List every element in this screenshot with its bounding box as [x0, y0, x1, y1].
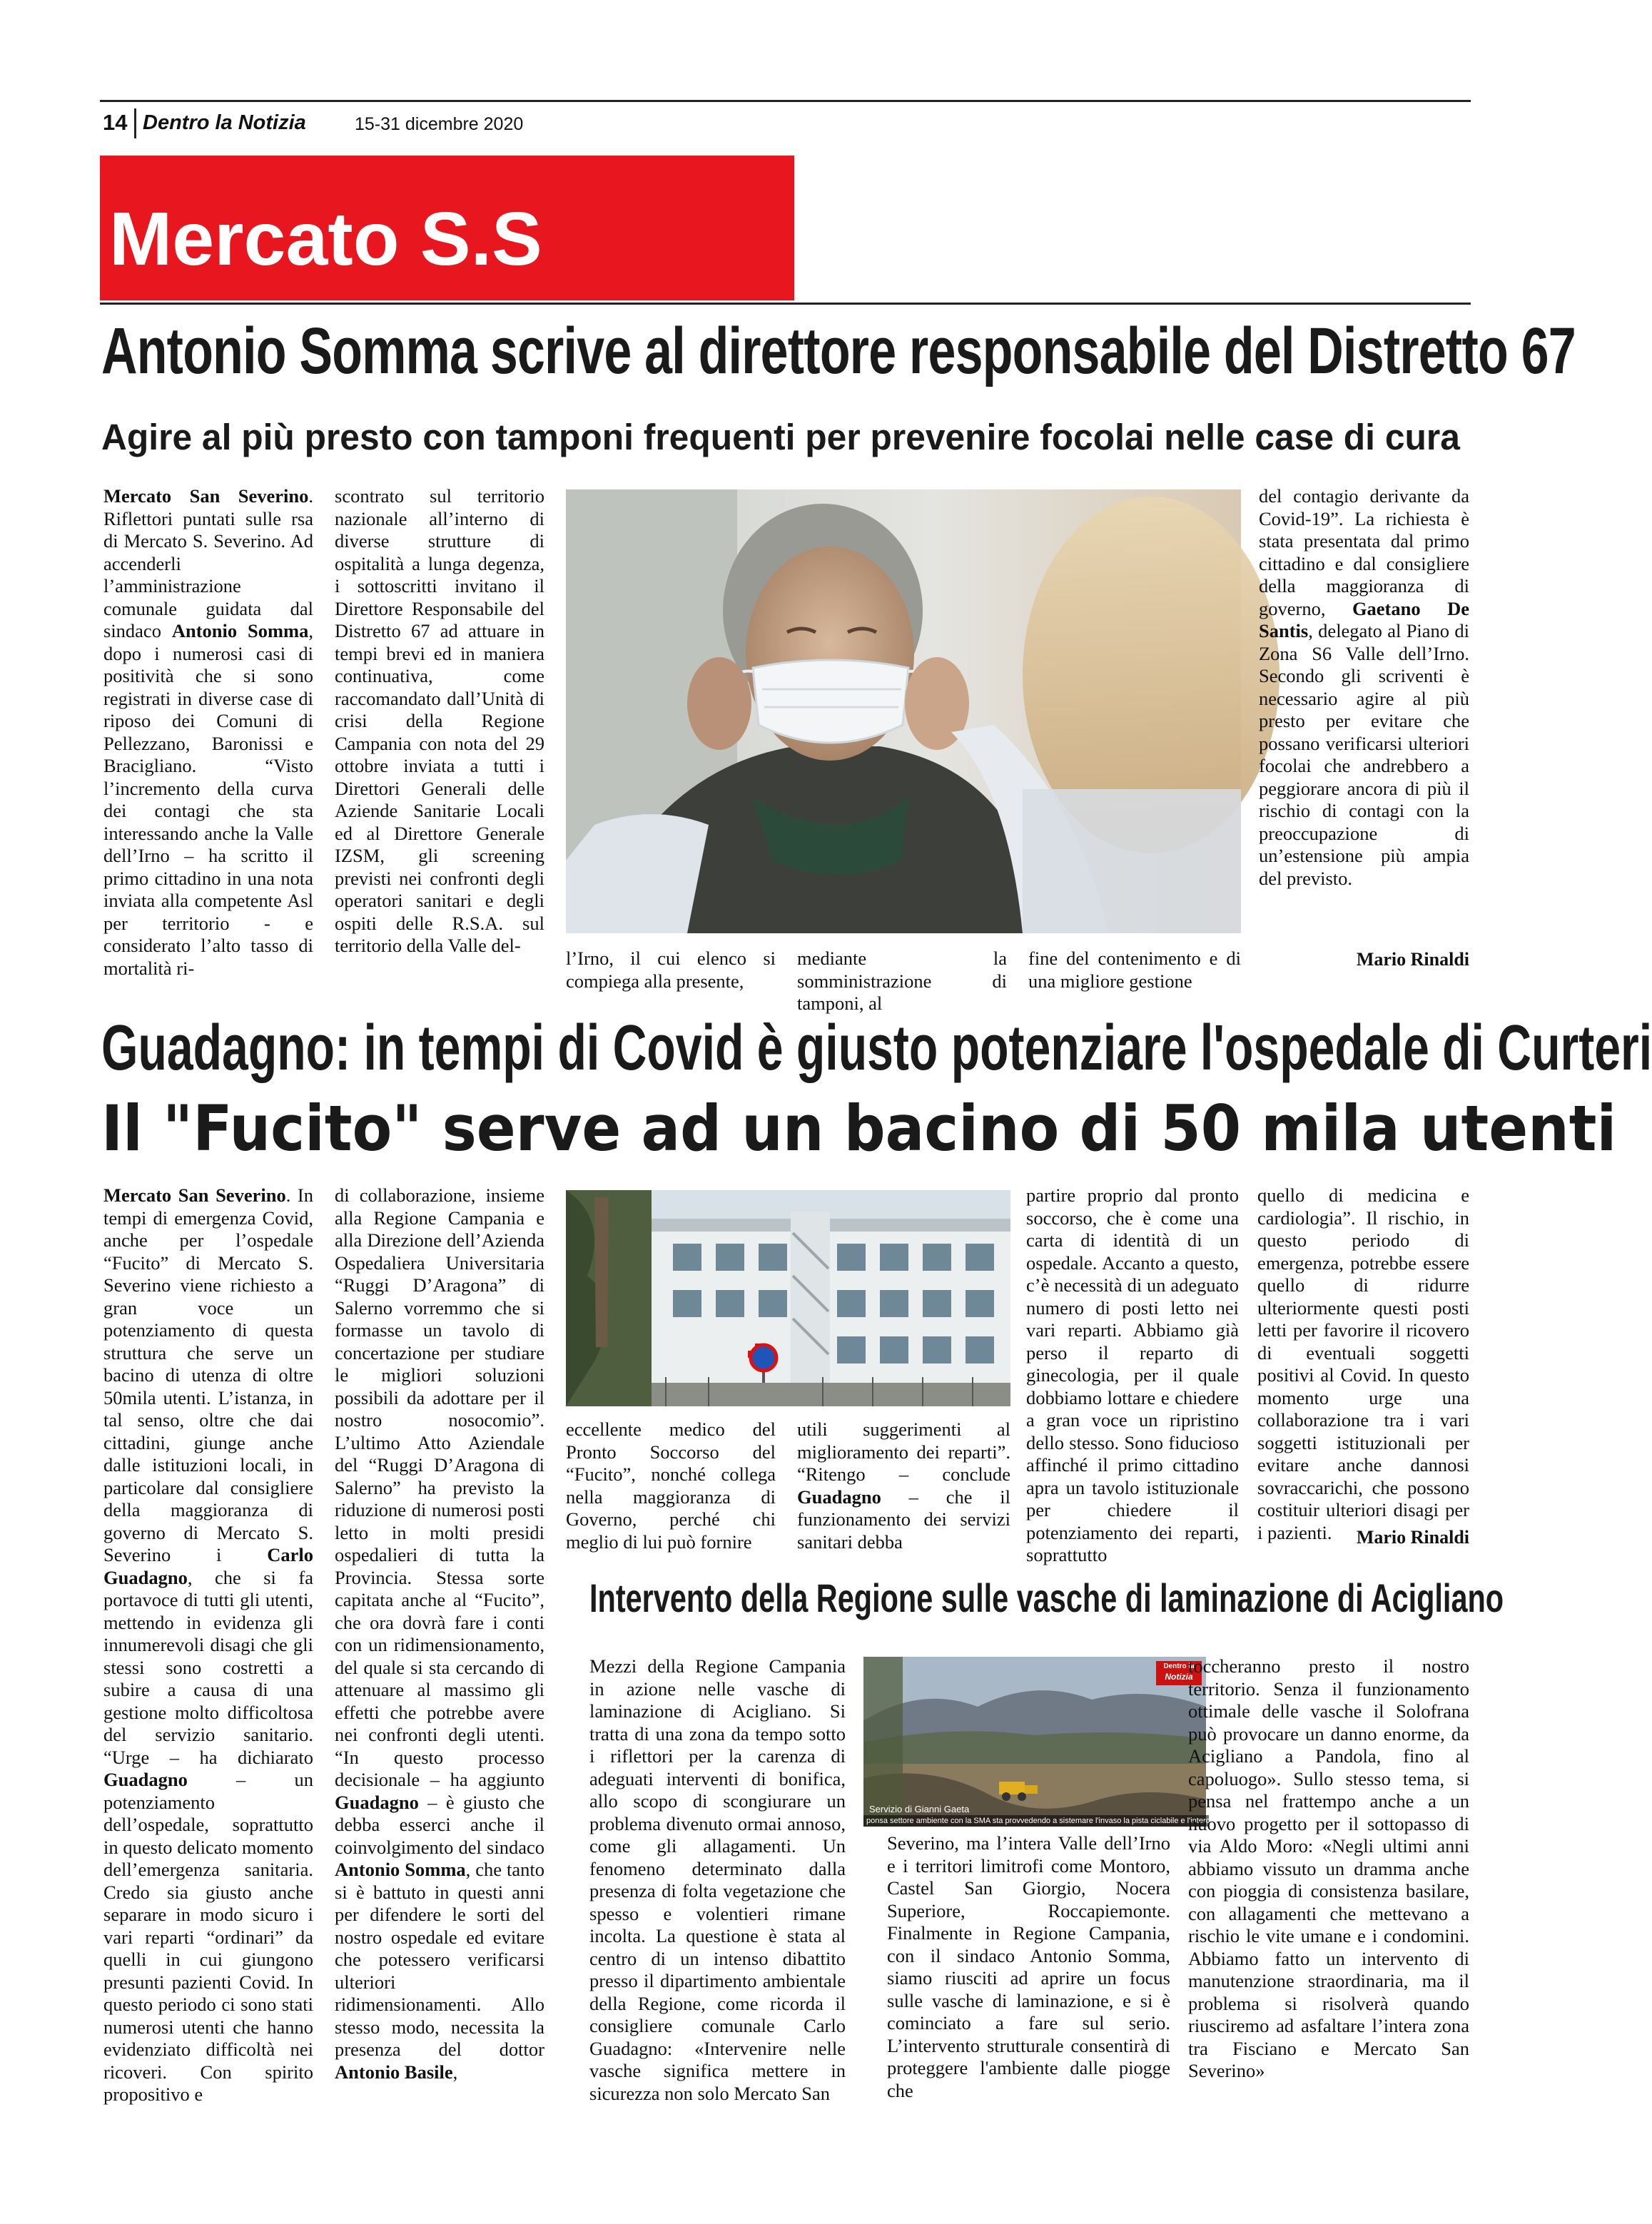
article2-column-5: partire proprio dal pronto soccorso, che è come una carta di identità di un ospedale. Accanto a questo, c’è necessità di un adeguato numero di posti letto nei vari reparti. Abbiamo già perso il reparto di ginecologia, per il quale dobbiamo lottare e chiedere a gran voce un ripristino dello stesso. Sono fiducioso affinché il primo cittadino apra un tavolo istituzionale per chiedere il potenziamento dei reparti, soprattutto [1026, 1184, 1239, 1565]
article2-photo [566, 1190, 1010, 1406]
article1-column-5: fine del contenimento e di una migliore gestione [1028, 948, 1241, 992]
photo-caption-text: ponsa settore ambiente con la SMA sta provvedendo a sistemare l'invaso la pista ciclabile e l'intero versante [863, 1815, 1209, 1827]
photo-logo-bottom: Notizia [1165, 1672, 1193, 1682]
article1-photo [566, 489, 1241, 933]
article2-subheadline: Il "Fucito" serve ad un bacino di 50 mila utenti [101, 1092, 1617, 1165]
article3-column-1: Mezzi della Regione Campania in azione nelle vasche di laminazione di Acigliano. Si tratta di una zona da tempo sotto i riflettori per la carenza di adeguati interventi di bonifica, allo scopo di scongiurare un problema divenuto ormai annoso, come gli allagamenti. Un fenomeno determinato dalla presenza di folta vegetazione che spesso e volentieri rimane incolta. La questione è stata al centro di un intenso dibattito presso il dipartimento ambientale della Regione, come ricorda il consigliere comunale Carlo Guadagno: «Intervenire nelle vasche significa mettere in sicurezza non solo Mercato San [589, 1655, 846, 2104]
masthead-divider [134, 108, 136, 138]
article1-column-4: mediante la somministrazione di tamponi, al [797, 948, 1007, 1014]
article2-headline: Guadagno: in tempi di Covid è giusto potenziare l'ospedale di Curteri [101, 1012, 1652, 1084]
article3-headline: Intervento della Regione sulle vasche di laminazione di Acigliano [589, 1575, 1504, 1620]
article3-photo [863, 1657, 1242, 1827]
issue-date: 15-31 dicembre 2020 [355, 114, 524, 134]
article2-column-3: eccellente medico del Pronto Soccorso del “Fucito”, nonché collega nella maggioranza di Governo, perché chi meglio di lui può fornire [566, 1418, 776, 1553]
photo-caption-title: Servizio di Gianni Gaeta [869, 1804, 970, 1814]
masthead-rule [100, 100, 1471, 102]
article2-column-6: quello di medicina e cardiologia”. Il rischio, in questo periodo di emergenza, potrebbe essere quello di ridurre ulteriormente questi posti letti per favorire il ricovero di eventuali soggetti positivi al Covid. In questo momento urge una collaborazione tra i vari soggetti istituzionali per evitare anche dannosi sovraccarichi, che possono costituir ulteriori disagi per i pazienti. [1257, 1184, 1469, 1543]
article2-signature: Mario Rinaldi [1356, 1527, 1469, 1548]
article1-column-2: scontrato sul territorio nazionale all’interno di diverse strutture di ospitalità a lunga degenza, i sottoscritti invitano il Direttore Responsabile del Distretto 67 ad attuare in tempi brevi ed in maniera continuativa, come raccomandato dall’Unità di crisi della Regione Campania con nota del 29 ottobre inviata a tutti i Direttori Generali delle Aziende Sanitarie Locali ed al Direttore Generale IZSM, gli screening previsti nei confronti degli operatori sanitari e degli ospiti delle R.S.A. sul territorio della Valle del- [335, 485, 544, 956]
article1-signature: Mario Rinaldi [1356, 949, 1469, 970]
article1-subheadline: Agire al più presto con tamponi frequenti per prevenire focolai nelle case di cura [101, 417, 1460, 457]
photo-logo-top: Dentro la [1163, 1662, 1195, 1670]
article2-column-1: Mercato San Severino. In tempi di emergenza Covid, anche per l’ospedale “Fucito” di Mercato S. Severino viene richiesto a gran voce un potenziamento di questa struttura che serve un bacino di utenza di oltre 50mila utenti. L’istanza, in tal senso, oltre che dai cittadini, giunge anche dalle istituzioni locali, in particolare dal consigliere della maggioranza di governo di Mercato S. Severino i Carlo Guadagno, che si fa portavoce di tutti gli utenti, mettendo in evidenza gli innumerevoli disagi che gli stessi sono costretti a subire a causa di una gestione molto difficoltosa del servizio sanitario. “Urge – ha dichiarato Guadagno – un potenziamento dell’ospedale, soprattutto in questo delicato momento dell’emergenza sanitaria. Credo sia giusto anche separare in modo sicuro i vari reparti “ordinari” da quelli in cui giungono presunti pazienti Covid. In questo periodo ci sono stati numerosi utenti che hanno evidenziato difficoltà nei ricoveri. Con spirito propositivo e [103, 1184, 314, 2105]
article2-column-4: utili suggerimenti al miglioramento dei reparti”. “Ritengo – conclude Guadagno – che il funzionamento dei servizi sanitari debba [797, 1418, 1010, 1553]
section-title: Mercato S.S [109, 197, 542, 281]
article3-column-3: toccheranno presto il nostro territorio. Senza il funzionamento ottimale delle vasche il Solofrana può provocare un danno enorme, da Acigliano a Pandola, fino al capoluogo». Sullo stesso tema, si pensa nel frattempo anche a un nuovo progetto per il sottopasso di via Aldo Moro: «Negli ultimi anni abbiamo vissuto un dramma anche con pioggia di consistenza basilare, con allagamenti che mettevano a rischio le vite umane e i condomini. Abbiamo fatto un intervento di manutenzione straordinaria, ma il problema si risolverà quando riusciremo ad asfaltare l’intera zona tra Fisciano e Mercato San Severino» [1188, 1655, 1469, 2081]
article2-column-2: di collaborazione, insieme alla Regione Campania e alla Direzione dell’Azienda Ospedaliera Universitaria “Ruggi D’Aragona” di Salerno vorremmo che si formasse un tavolo di concertazione per studiare le migliori soluzioni possibili da adottare per il nostro nosocomio”. L’ultimo Atto Aziendale del “Ruggi D’Aragona di Salerno” ha previsto la riduzione di numerosi posti letto in molti presidi ospedalieri di tutta la Provincia. Stessa sorte capitata anche al “Fucito”, che ora dovrà fare i conti con un ridimensionamento, del quale si sta cercando di attenuare al massimo gli effetti che potrebbe avere nei confronti degli utenti. “In questo processo decisionale – ha aggiunto Guadagno – è giusto che debba esserci anche il coinvolgimento del sindaco Antonio Somma, che tanto si è battuto in questi anni per difendere le sorti del nostro ospedale ed evitare che potessero verificarsi ulteriori ridimensionamenti. Allo stesso modo, necessita la presenza del dottor Antonio Basile, [335, 1184, 544, 2083]
elderly-woman-mask-photo [566, 489, 1241, 933]
section-rule [100, 303, 1471, 305]
article3-column-2: Severino, ma l’intera Valle dell’Irno e i territori limitrofi come Montoro, Castel San Giorgio, Nocera Superiore, Roccapiemonte. Finalmente in Regione Campania, con il sindaco Antonio Somma, siamo riusciti ad aprire un focus sulle vasche di laminazione, e si è cominciato a fare sul serio. L’intervento strutturale consentirà di proteggere l'ambiente dalle piogge che [887, 1832, 1170, 2101]
hospital-building-photo [566, 1190, 1010, 1406]
acigliano-basin-photo [863, 1657, 1206, 1827]
page-number: 14 [103, 110, 128, 135]
article1-column-1: Mercato San Severino. Riflettori puntati sulle rsa di Mercato S. Severino. Ad accenderli l’amministrazione comunale guidata dal sindaco Antonio Somma, dopo i numerosi casi di positività che si sono registrati in diverse case di riposo dei Comuni di Pellezzano, Baronissi e Bracigliano. “Visto l’incremento della curva dei contagi che sta interessando anche la Valle dell’Irno – ha scritto il primo cittadino in una nota inviata alla competente Asl per territorio - e considerato l’alto tasso di mortalità ri- [103, 485, 313, 979]
article1-headline: Antonio Somma scrive al direttore responsabile del Distretto 67 [101, 315, 1576, 387]
article1-column-6: del contagio derivante da Covid-19”. La richiesta è stata presentata dal primo cittadino e dal consigliere della maggioranza di governo, Gaetano De Santis, delegato al Piano di Zona S6 Valle dell’Irno. Secondo gli scriventi è necessario agire al più presto per evitare che possano verificarsi ulteriori focolai che andrebbero a peggiorare ancora di più il rischio di contagi con la preoccupazione di un’estensione più ampia del previsto. [1259, 485, 1469, 889]
publication-name: Dentro la Notizia [143, 111, 306, 134]
article1-column-3: l’Irno, il cui elenco si compiega alla presente, [566, 948, 776, 992]
